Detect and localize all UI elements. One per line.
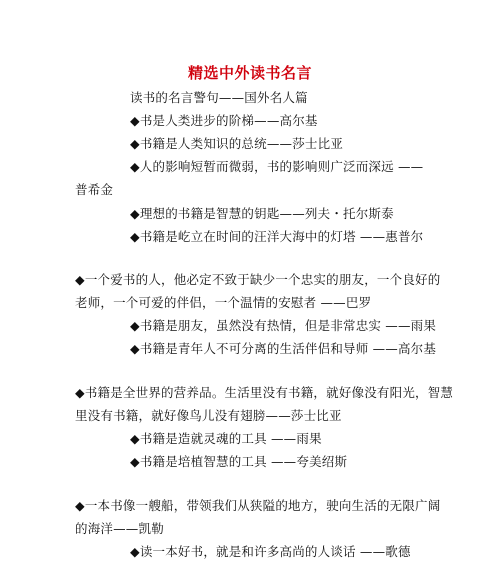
quote-line: ◆书籍是全世界的营养品。生活里没有书籍，就好像没有阳光，智慧 (75, 385, 454, 400)
quote-line: ◆人的影响短暂而微弱，书的影响则广泛而深远 —— (130, 159, 424, 174)
quote-line: 读书的名言警句——国外名人篇 (130, 90, 308, 105)
quote-line: 普希金 (75, 182, 114, 197)
quote-line: ◆书是人类进步的阶梯——高尔基 (130, 113, 318, 128)
quote-line: ◆一本书像一艘船，带领我们从狭隘的地方，驶向生活的无限广阔 (75, 498, 441, 513)
quote-line: ◆一个爱书的人，他必定不致于缺少一个忠实的朋友，一个良好的 (75, 272, 441, 287)
quote-line: ◆书籍是青年人不可分离的生活伴侣和导师 ——高尔基 (130, 341, 437, 356)
quote-line: ◆书籍是朋友，虽然没有热情，但是非常忠实 ——雨果 (130, 318, 437, 333)
quote-line: ◆读一本好书，就是和许多高尚的人谈话 ——歌德 (130, 544, 411, 559)
quote-line: 老师，一个可爱的伴侣，一个温情的安慰者 ——巴罗 (75, 295, 372, 310)
quote-line: ◆书籍是屹立在时间的汪洋大海中的灯塔 ——惠普尔 (130, 229, 424, 244)
document-title: 精选中外读书名言 (187, 64, 312, 82)
quote-line: 的海洋——凯勒 (75, 521, 164, 536)
quote-line: 里没有书籍，就好像鸟儿没有翅膀——莎士比亚 (75, 408, 342, 423)
quote-line: ◆书籍是培植智慧的工具 ——夸美绍斯 (130, 454, 348, 469)
quote-line: ◆理想的书籍是智慧的钥匙——列夫・托尔斯泰 (130, 206, 394, 221)
quote-line: ◆书籍是造就灵魂的工具 ——雨果 (130, 431, 322, 446)
quote-line: ◆书籍是人类知识的总统——莎士比亚 (130, 136, 344, 151)
